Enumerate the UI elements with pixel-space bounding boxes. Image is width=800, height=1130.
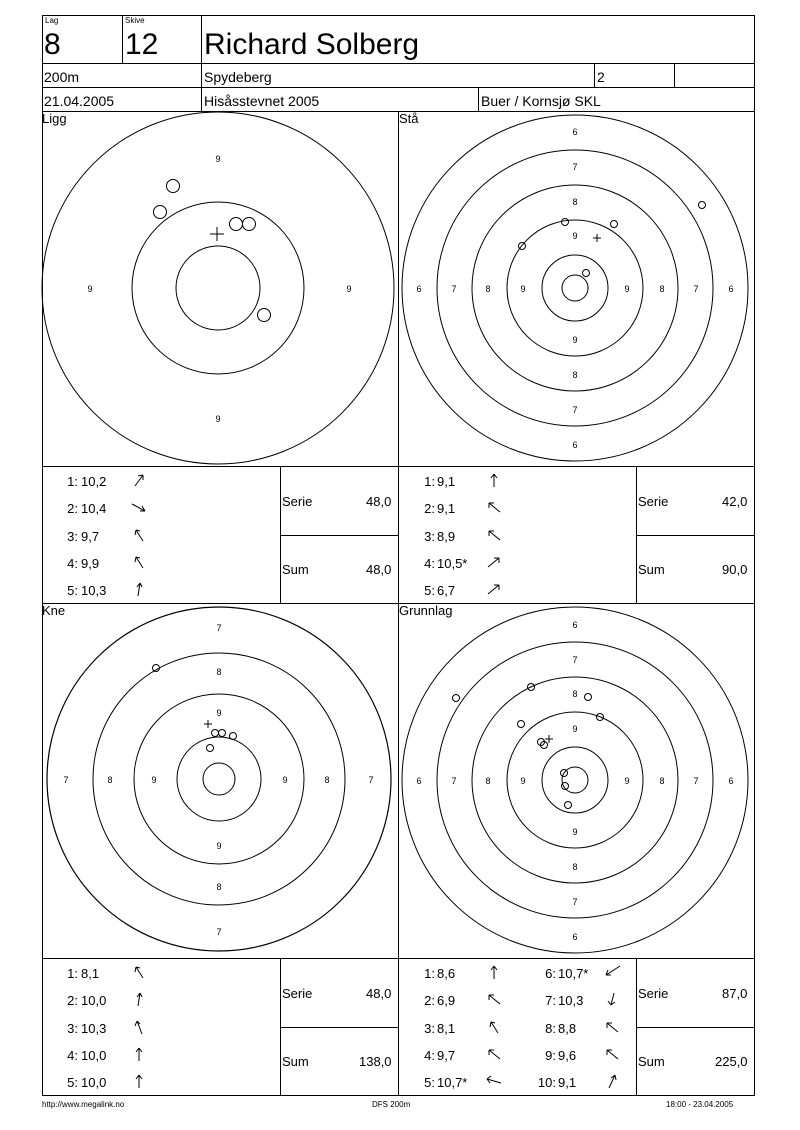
ring-label: 9 [215, 414, 221, 424]
event-name: Hisåsstevnet 2005 [204, 93, 320, 109]
svg-text:7: 7 [216, 623, 222, 633]
svg-text:7: 7 [368, 775, 374, 785]
svg-text:8: 8 [216, 882, 222, 892]
shot-hole [453, 695, 460, 702]
arrow-ne-icon [605, 1073, 619, 1089]
svg-text:7: 7 [572, 655, 578, 665]
score-hline-bl [280, 1027, 398, 1028]
panel-title-sta: Stå [399, 111, 419, 126]
skive-value: 12 [125, 28, 159, 61]
score-hline-br [636, 1027, 754, 1028]
svg-text:6: 6 [728, 284, 734, 294]
svg-text:9: 9 [572, 827, 578, 837]
svg-text:7: 7 [572, 897, 578, 907]
arrow-nw-icon [486, 500, 502, 514]
round-number: 2 [597, 69, 605, 85]
arrow-nw-icon [604, 1020, 620, 1034]
header-vline-1 [122, 15, 123, 63]
svg-text:6: 6 [416, 776, 422, 786]
svg-text:9: 9 [216, 841, 222, 851]
arrow-nw-icon [604, 1047, 620, 1061]
svg-text:7: 7 [572, 162, 578, 172]
arrow-nw-icon [132, 964, 146, 980]
sum-label-sta: Sum [638, 562, 665, 577]
shot-hole [219, 730, 226, 737]
ring-label: 9 [346, 284, 352, 294]
sum-value-grunnlag: 225,0 [715, 1054, 748, 1069]
arrow-nw-icon [486, 528, 502, 542]
svg-text:7: 7 [693, 284, 699, 294]
panel-title-grunnlag: Grunnlag [399, 603, 453, 618]
footer-url[interactable]: http://www.megalink.no [42, 1100, 125, 1109]
sum-label-grunnlag: Sum [638, 1054, 665, 1069]
skive-label: Skive [125, 16, 145, 25]
arrow-n-icon [132, 991, 146, 1007]
shot-hole [585, 694, 592, 701]
svg-text:8: 8 [659, 284, 665, 294]
sum-label-ligg: Sum [282, 562, 309, 577]
arrow-nw-icon [486, 992, 502, 1006]
svg-text:6: 6 [572, 932, 578, 942]
arrow-nw-icon [132, 554, 146, 570]
svg-text:9: 9 [572, 231, 578, 241]
arrow-n-icon [132, 1046, 146, 1062]
shot-hole [518, 721, 525, 728]
location: Spydeberg [204, 69, 272, 85]
score-hline-tr [636, 535, 754, 536]
serie-label-ligg: Serie [282, 494, 313, 509]
serie-label-sta: Serie [638, 494, 669, 509]
svg-text:8: 8 [485, 776, 491, 786]
svg-text:8: 8 [572, 689, 578, 699]
serie-value-kne: 48,0 [366, 986, 392, 1001]
target-grunnlag [398, 603, 754, 958]
target-ligg [42, 111, 398, 466]
arrow-sw-icon [604, 964, 622, 978]
shot-hole [154, 206, 167, 219]
header-vline-4 [674, 63, 675, 87]
frame-right [754, 15, 755, 1096]
arrow-n-icon [132, 581, 146, 597]
svg-text:7: 7 [572, 405, 578, 415]
bottom-target-bottom [42, 958, 754, 959]
svg-text:7: 7 [693, 776, 699, 786]
sum-value-ligg: 48,0 [366, 562, 392, 577]
svg-text:6: 6 [572, 440, 578, 450]
svg-text:6: 6 [572, 127, 578, 137]
shot-hole [212, 730, 219, 737]
arrow-w-icon [485, 1075, 503, 1087]
shot-hole [258, 309, 271, 322]
serie-label-kne: Serie [282, 986, 313, 1001]
arrow-n-icon [487, 964, 501, 980]
svg-text:8: 8 [572, 370, 578, 380]
svg-text:7: 7 [451, 776, 457, 786]
svg-text:7: 7 [216, 927, 222, 937]
svg-text:8: 8 [572, 862, 578, 872]
serie-label-grunnlag: Serie [638, 986, 669, 1001]
shooter-name: Richard Solberg [204, 28, 420, 61]
target-kne [42, 603, 398, 958]
svg-text:9: 9 [216, 708, 222, 718]
header-vline-5 [478, 87, 479, 111]
svg-text:6: 6 [728, 776, 734, 786]
serie-value-ligg: 48,0 [366, 494, 392, 509]
shot-hole [611, 221, 618, 228]
svg-text:8: 8 [107, 775, 113, 785]
svg-text:6: 6 [416, 284, 422, 294]
header-line-2 [42, 87, 754, 88]
svg-text:9: 9 [624, 776, 630, 786]
arrow-nw-icon [487, 1019, 501, 1035]
center-mark [593, 234, 601, 242]
ring-label: 9 [87, 284, 93, 294]
arrow-n-icon [487, 472, 501, 488]
svg-text:9: 9 [572, 724, 578, 734]
lag-label: Lag [45, 16, 59, 25]
svg-text:8: 8 [324, 775, 330, 785]
svg-text:9: 9 [151, 775, 157, 785]
svg-text:9: 9 [282, 775, 288, 785]
date: 21.04.2005 [44, 93, 115, 109]
top-target-bottom [42, 466, 754, 467]
header-line-1 [42, 63, 754, 64]
shot-hole [167, 180, 180, 193]
club-name: Buer / Kornsjø SKL [481, 93, 601, 109]
svg-text:8: 8 [216, 667, 222, 677]
sum-label-kne: Sum [282, 1054, 309, 1069]
arrow-ne-icon [486, 555, 502, 569]
sum-value-kne: 138,0 [359, 1054, 392, 1069]
shot-hole [207, 745, 214, 752]
svg-text:7: 7 [63, 775, 69, 785]
svg-text:8: 8 [485, 284, 491, 294]
shot-hole [699, 202, 706, 209]
arrow-s-icon [605, 991, 619, 1007]
shot-hole [230, 733, 237, 740]
footer-timestamp: 18:00 - 23.04.2005 [666, 1100, 734, 1109]
score-hline-tl [280, 535, 398, 536]
panel-title-kne: Kne [42, 603, 66, 618]
lag-value: 8 [44, 28, 61, 61]
shot-hole [583, 270, 590, 277]
arrow-nw-icon [132, 1019, 146, 1035]
serie-value-sta: 42,0 [722, 494, 748, 509]
shot-hole [562, 219, 569, 226]
arrow-ne-icon [132, 472, 146, 488]
header-vline-3 [594, 63, 595, 87]
arrow-ne-icon [486, 582, 502, 596]
serie-value-grunnlag: 87,0 [722, 986, 748, 1001]
arrow-nw-icon [132, 527, 146, 543]
svg-text:9: 9 [624, 284, 630, 294]
shot-hole [230, 218, 243, 231]
svg-text:8: 8 [572, 197, 578, 207]
panel-title-ligg: Ligg [42, 111, 67, 126]
target-sta [398, 111, 754, 466]
distance: 200m [44, 69, 80, 85]
shot-hole [565, 802, 572, 809]
svg-text:9: 9 [520, 284, 526, 294]
arrow-n-icon [132, 1073, 146, 1089]
frame-top [42, 15, 754, 16]
svg-text:9: 9 [520, 776, 526, 786]
ring-label: 9 [215, 154, 221, 164]
svg-text:6: 6 [572, 620, 578, 630]
center-mark [204, 720, 212, 728]
svg-text:9: 9 [572, 335, 578, 345]
svg-text:8: 8 [659, 776, 665, 786]
svg-text:7: 7 [451, 284, 457, 294]
sum-value-sta: 90,0 [722, 562, 748, 577]
center-mark [210, 227, 224, 241]
arrow-nw-icon [486, 1047, 502, 1061]
shot-hole [243, 218, 256, 231]
arrow-se-icon [130, 502, 148, 514]
header-vline-2 [201, 15, 202, 111]
footer-program: DFS 200m [372, 1100, 411, 1109]
